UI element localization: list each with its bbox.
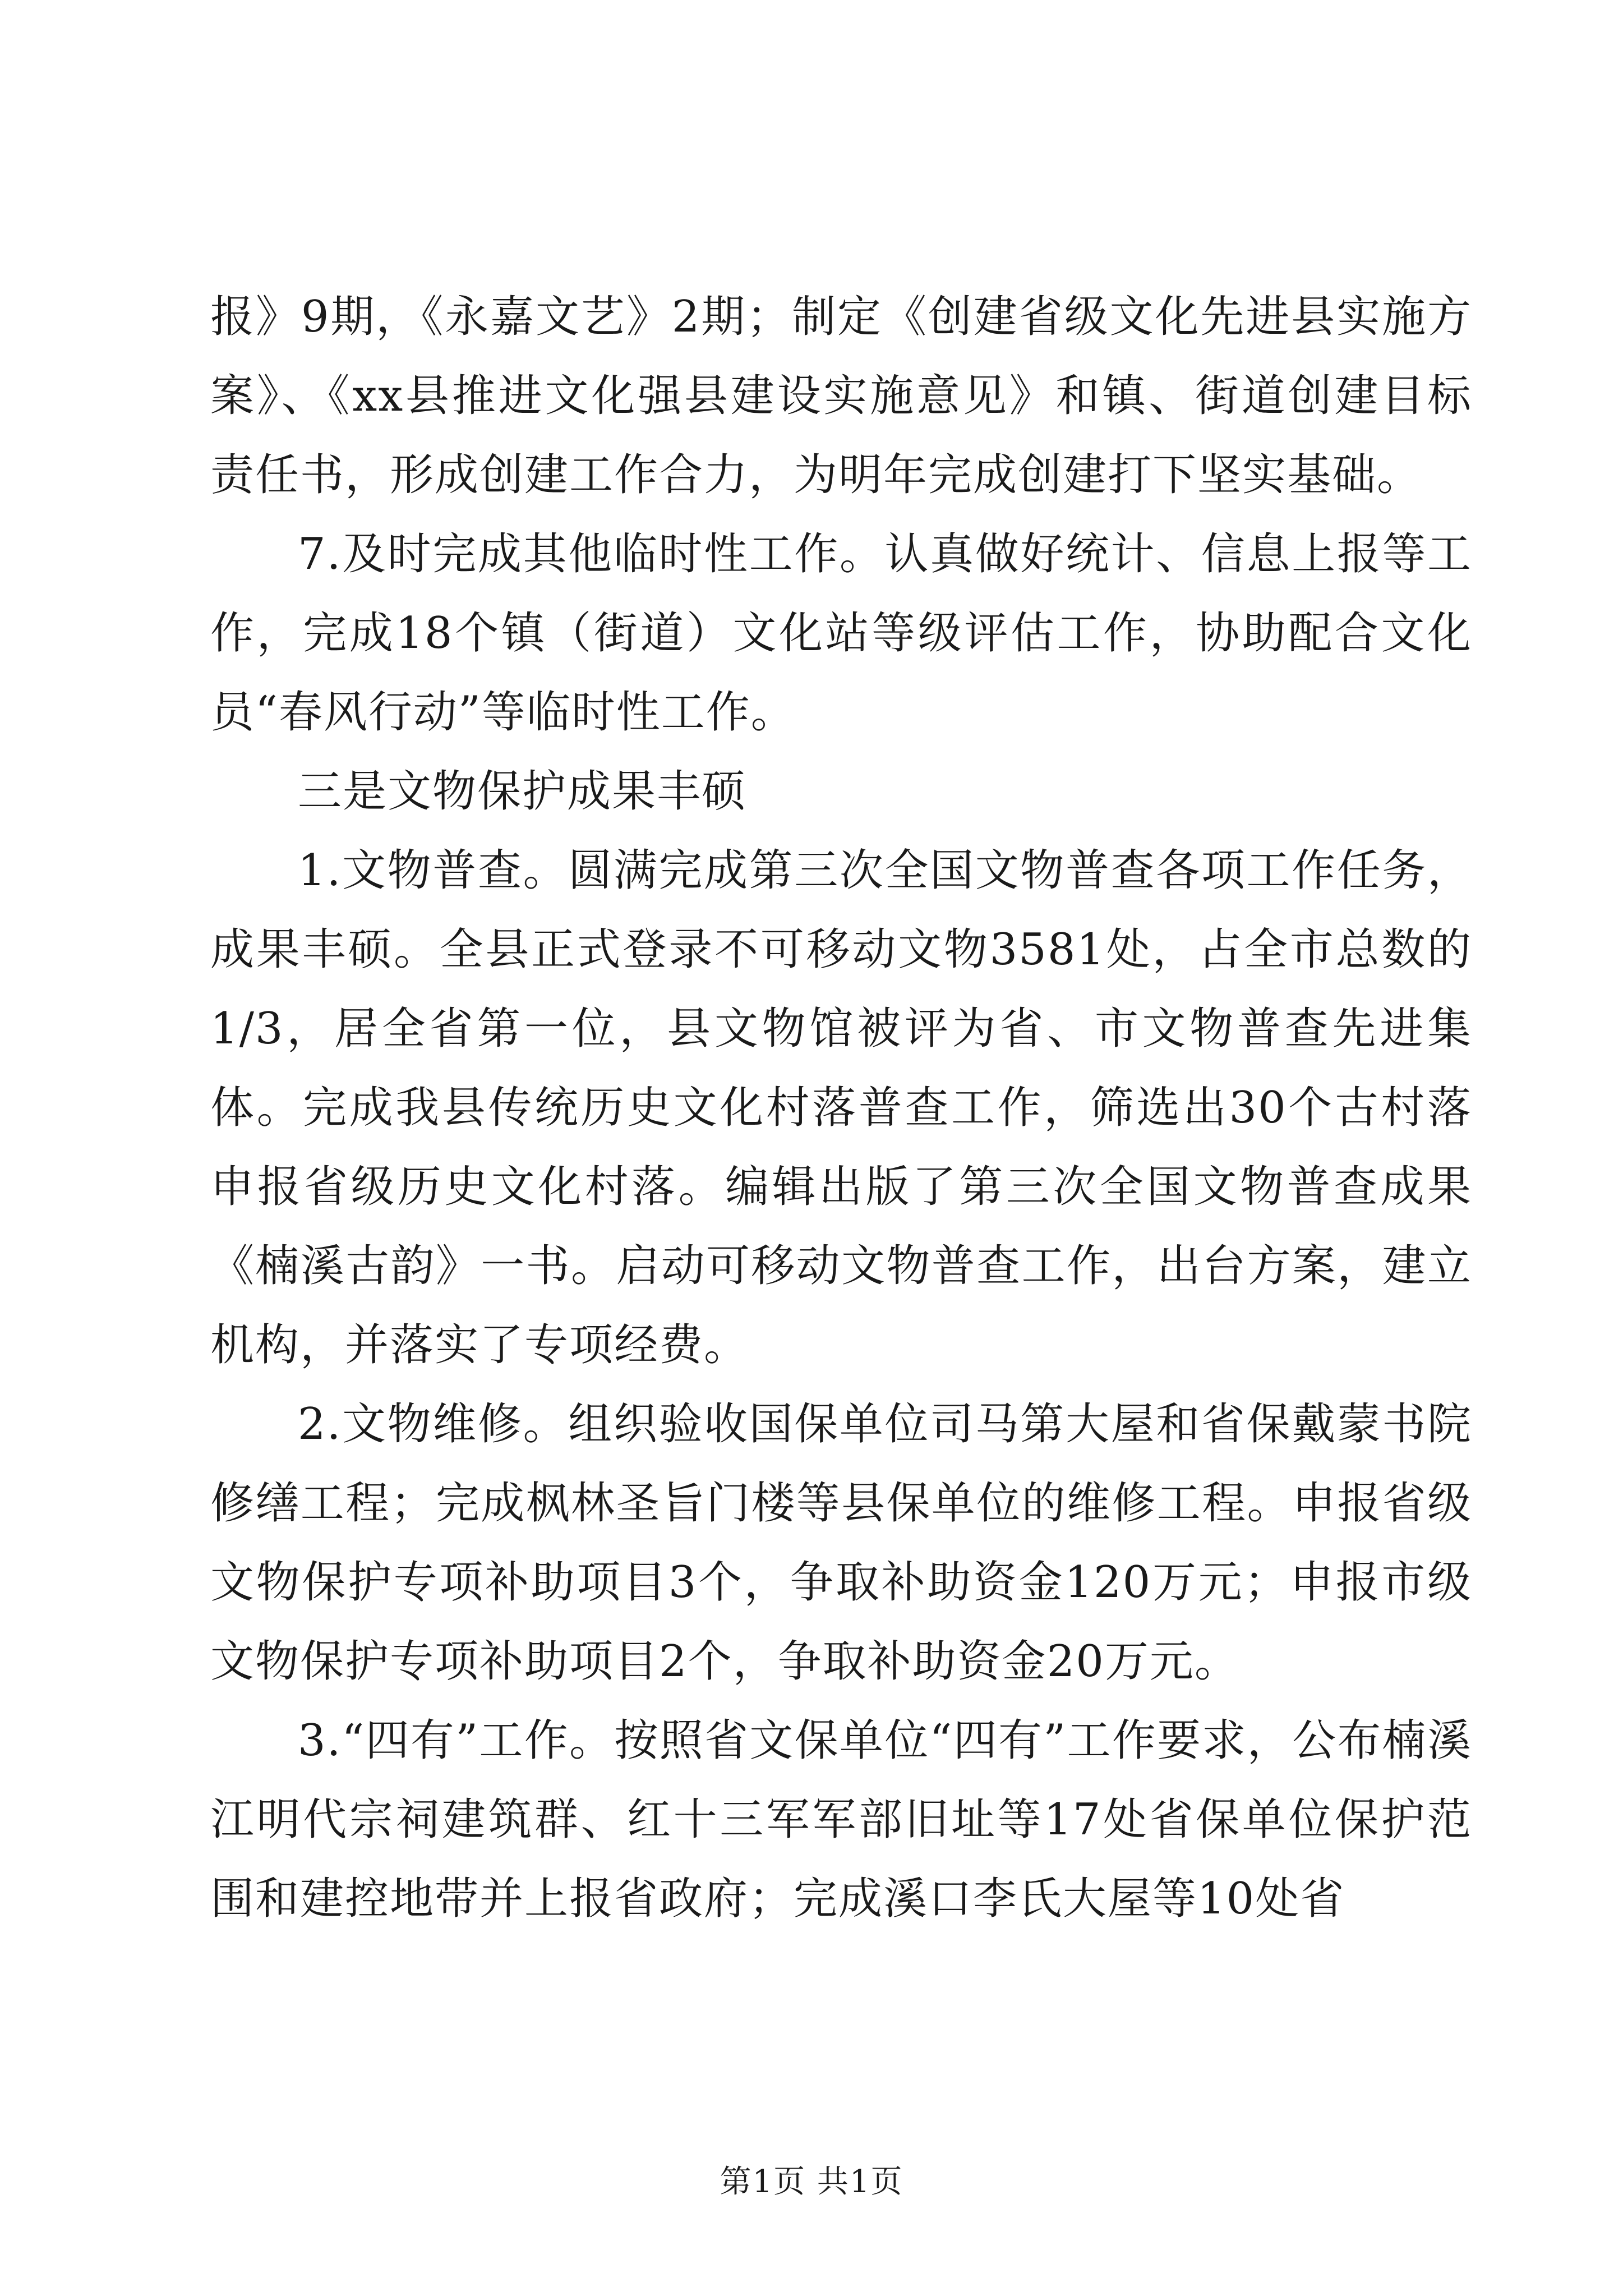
paragraph-5: 3.“四有”工作。按照省文保单位“四有”工作要求，公布楠溪江明代宗祠建筑群、红十三军军部旧址等17处省保单位保护范围和建控地带并上报省政府；完成溪口李氏大屋等10处省	[210, 1715, 1472, 1924]
section-heading: 三是文物保护成果丰硕	[298, 766, 747, 817]
paragraph-1: 报》9期，《永嘉文艺》2期；制定《创建省级文化先进县实施方案》、《xx县推进文化强县建设实施意见》和镇、街道创建目标责任书，形成创建工作合力，为明年完成创建打下坚实基础。	[210, 292, 1472, 500]
paragraph-3: 1.文物普查。圆满完成第三次全国文物普查各项工作任务，成果丰硕。全县正式登录不可移动文物3581处，占全市总数的1/3，居全省第一位，县文物馆被评为省、市文物普查先进集体。完成我县传统历史文化村落普查工作，筛选出30个古村落申报省级历史文化村落。编辑出版了第三次全国文物普查成果《楠溪古韵》一书。启动可移动文物普查工作，出台方案，建立机构，并落实了专项经费。	[210, 845, 1472, 1370]
document-body	[210, 278, 1472, 1939]
paragraph-2: 7.及时完成其他临时性工作。认真做好统计、信息上报等工作，完成18个镇（街道）文化站等级评估工作，协助配合文化员“春风行动”等临时性工作。	[210, 529, 1472, 738]
paragraph-4: 2.文物维修。组织验收国保单位司马第大屋和省保戴蒙书院修缮工程；完成枫林圣旨门楼等县保单位的维修工程。申报省级文物保护专项补助项目3个，争取补助资金120万元；申报市级文物保护专项补助项目2个，争取补助资金20万元。	[210, 1399, 1472, 1687]
page-footer: 第1页 共1页	[720, 2164, 903, 2200]
